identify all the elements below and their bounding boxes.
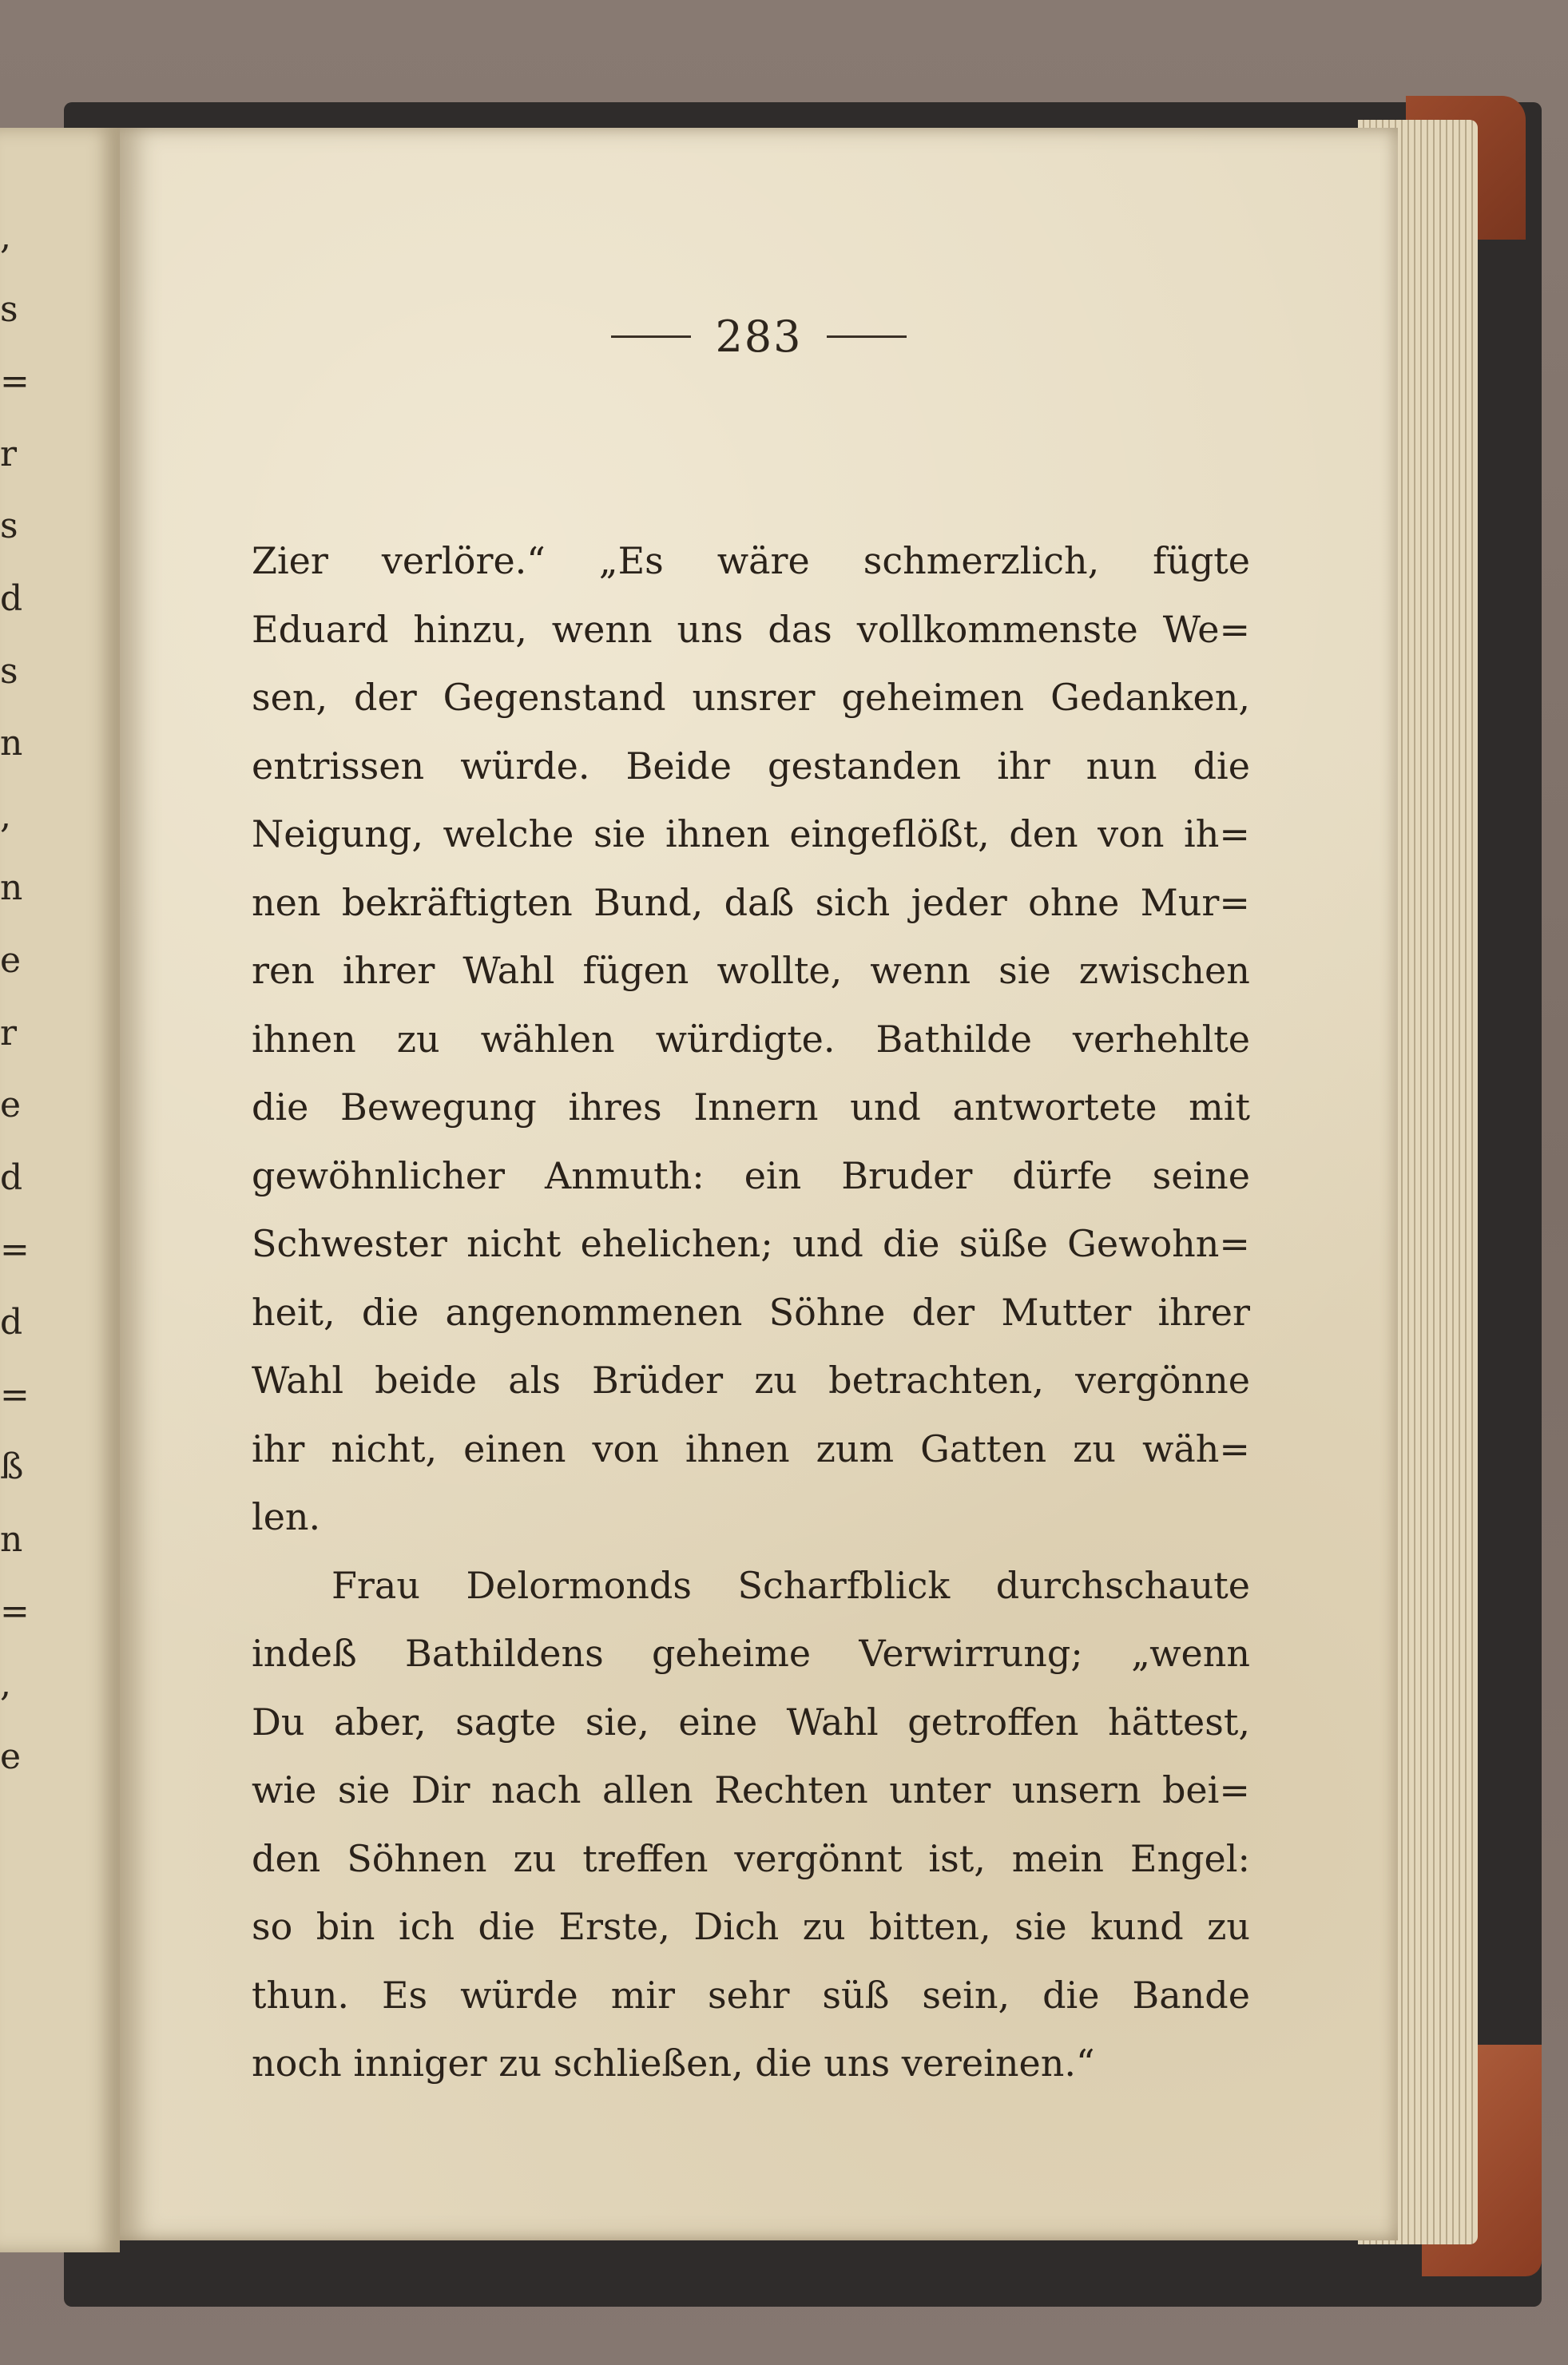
word: welche [443, 812, 574, 855]
word: wäre [717, 539, 810, 582]
word: von [592, 1427, 659, 1470]
word: Dich [693, 1905, 780, 1948]
word: treffen [582, 1836, 709, 1880]
word: wie [252, 1768, 317, 1811]
word: bin [316, 1905, 375, 1948]
word: beide [375, 1359, 478, 1402]
word: verlöre.“ [381, 539, 546, 582]
text-line [252, 1688, 1250, 1757]
word: hinzu, [413, 607, 527, 651]
text-line [252, 1279, 1250, 1347]
word: Du [252, 1700, 305, 1744]
left-page-fragment: s [0, 650, 18, 692]
word: ihr [252, 1427, 305, 1470]
text-line [252, 1893, 1250, 1962]
word: ehelichen; [580, 1222, 773, 1265]
left-page-fragment: ß [0, 1446, 24, 1488]
left-page-fragment: s [0, 506, 18, 547]
word: Eduard [252, 607, 389, 651]
text-line [252, 1415, 1250, 1484]
text-line [252, 664, 1250, 732]
word: den [252, 1836, 321, 1880]
word: unsern [1011, 1768, 1141, 1811]
word: Söhne [768, 1290, 886, 1334]
text-line [252, 1962, 1250, 2030]
text-line-content: len. [252, 1495, 321, 1538]
word: Bruder [841, 1153, 973, 1197]
word: so [252, 1905, 293, 1948]
word: sein, [922, 1973, 1010, 2017]
word: Brüder [592, 1359, 724, 1402]
word: getroffen [907, 1700, 1079, 1744]
word: süße [959, 1222, 1048, 1265]
word: allen [601, 1768, 693, 1811]
word: Bewegung [340, 1085, 537, 1129]
left-page-fragment: e [0, 1085, 22, 1126]
word: einen [463, 1427, 566, 1470]
word: zu [1207, 1905, 1250, 1948]
left-page-text-fragments [0, 128, 120, 2252]
word: ohne [1028, 880, 1120, 924]
text-line [252, 937, 1250, 1006]
word: seine [1152, 1153, 1250, 1197]
left-page-fragment: , [0, 795, 11, 836]
word: Wahl [252, 1359, 344, 1402]
left-page-fragment: e [0, 1736, 22, 1777]
header-rule-left [611, 335, 691, 338]
text-line [252, 1483, 1250, 1552]
word: thun. [252, 1973, 349, 2017]
word: sagte [455, 1700, 557, 1744]
word: durchschaute [995, 1563, 1250, 1607]
word: und [792, 1222, 863, 1265]
word: wenn [870, 949, 971, 992]
word: mit [1189, 1085, 1250, 1129]
word: zu [396, 1017, 440, 1061]
word: uns [677, 607, 744, 651]
word: fügen [582, 949, 689, 992]
word: sie [593, 812, 646, 855]
word: Dir [411, 1768, 470, 1811]
word: ihrer [1157, 1290, 1250, 1334]
word: Schwester [252, 1222, 447, 1265]
word: mir [610, 1973, 676, 2017]
left-page-fragment: n [0, 723, 23, 764]
word: süß [822, 1973, 890, 2017]
word: ist, [928, 1836, 986, 1880]
text-line [252, 1073, 1250, 1142]
word: wäh= [1141, 1427, 1250, 1470]
left-page-fragment: n [0, 867, 23, 909]
word: wählen [480, 1017, 615, 1061]
word: We= [1162, 607, 1250, 651]
word: Bathilde [875, 1017, 1032, 1061]
word: nicht, [331, 1427, 438, 1470]
word: unter [889, 1768, 991, 1811]
word: Wahl [462, 949, 555, 992]
word: sie [337, 1768, 391, 1811]
word: sie [998, 949, 1051, 992]
word: vergönne [1075, 1359, 1250, 1402]
word: wollte, [717, 949, 843, 992]
word: angenommenen [445, 1290, 743, 1334]
word: zum [816, 1427, 895, 1470]
word: Gedanken, [1050, 676, 1250, 719]
word: der [911, 1290, 975, 1334]
word: ein [744, 1153, 802, 1197]
left-page-fragment: = [0, 1374, 30, 1415]
word: Anmuth: [545, 1153, 705, 1197]
word: sen, [252, 676, 328, 719]
left-page-fragment: e [0, 940, 22, 981]
word: sie, [585, 1700, 649, 1744]
word: Söhnen [347, 1836, 487, 1880]
word: ihnen [685, 1427, 790, 1470]
word: Engel: [1129, 1836, 1250, 1880]
text-line-content: noch inniger zu schließen, die uns vereinen.“ [252, 2042, 1095, 2085]
left-page-fragment: d [0, 578, 23, 619]
word: betrachten, [828, 1359, 1045, 1402]
word: Beide [625, 744, 732, 788]
word: indeß [252, 1632, 357, 1675]
word: sie [1014, 1905, 1067, 1948]
body-text [252, 527, 1250, 2098]
text-line [252, 869, 1250, 938]
page-number: 283 [715, 311, 803, 362]
left-page-fragment: d [0, 1157, 23, 1198]
text-line [252, 1825, 1250, 1894]
word: gewöhnlicher [252, 1153, 506, 1197]
word: eingeflößt, [789, 812, 990, 855]
word: Gewohn= [1067, 1222, 1250, 1265]
left-page-fragment: n [0, 1518, 23, 1560]
word: die [361, 1290, 419, 1334]
word: die [1042, 1973, 1100, 2017]
word: vollkommenste [856, 607, 1138, 651]
word: zu [754, 1359, 798, 1402]
text-line [252, 800, 1250, 869]
word: Mur= [1140, 880, 1250, 924]
word: Mutter [1001, 1290, 1132, 1334]
word: Neigung, [252, 812, 423, 855]
text-line [252, 1552, 1250, 1621]
word: als [508, 1359, 561, 1402]
text-line [252, 1006, 1250, 1074]
word: hättest, [1108, 1700, 1250, 1744]
text-line [252, 1142, 1250, 1211]
word: dürfe [1012, 1153, 1113, 1197]
word: würde. [460, 744, 590, 788]
word: „wenn [1131, 1632, 1250, 1675]
word: mein [1011, 1836, 1104, 1880]
word: Gegenstand [443, 676, 666, 719]
word: Frau [331, 1563, 420, 1607]
word: bei= [1161, 1768, 1250, 1811]
text-line [252, 1347, 1250, 1415]
left-page-fragment: , [0, 216, 11, 257]
left-page-fragment: r [0, 1012, 18, 1054]
word: geheimen [841, 676, 1025, 719]
word: nicht [466, 1222, 562, 1265]
word: das [768, 607, 832, 651]
word: Bund, [593, 880, 704, 924]
left-page-fragment: s [0, 288, 18, 330]
word: antwortete [952, 1085, 1157, 1129]
word: zu [1073, 1427, 1116, 1470]
word: bitten, [869, 1905, 991, 1948]
word: schmerzlich, [863, 539, 1100, 582]
left-page-fragment: = [0, 1591, 30, 1633]
word: Innern [693, 1085, 819, 1129]
word: unsrer [692, 676, 816, 719]
page-header [120, 311, 1398, 362]
word: Gatten [920, 1427, 1047, 1470]
left-page-fragment: , [0, 1664, 11, 1704]
left-page-fragment: = [0, 1229, 30, 1271]
word: gestanden [768, 744, 962, 788]
text-line [252, 596, 1250, 665]
word: nun [1086, 744, 1157, 788]
word: heit, [252, 1290, 335, 1334]
word: geheime [651, 1632, 812, 1675]
word: die [478, 1905, 535, 1948]
word: Rechten [714, 1768, 868, 1811]
text-line [252, 732, 1250, 801]
word: Wahl [786, 1700, 879, 1744]
word: nach [491, 1768, 582, 1811]
word: zu [513, 1836, 557, 1880]
word: der [354, 676, 417, 719]
text-line [252, 1210, 1250, 1279]
word: fügte [1153, 539, 1250, 582]
word: jeder [911, 880, 1007, 924]
word: würdigte. [655, 1017, 836, 1061]
word: Bathildens [405, 1632, 604, 1675]
word: ihres [568, 1085, 662, 1129]
word: Es [381, 1973, 428, 2017]
word: und [850, 1085, 921, 1129]
word: Scharfblick [737, 1563, 951, 1607]
text-line [252, 1620, 1250, 1688]
word: zwischen [1078, 949, 1250, 992]
word: vergönnt [734, 1836, 903, 1880]
word: sehr [708, 1973, 790, 2017]
header-rule-right [827, 335, 907, 338]
word: wenn [551, 607, 653, 651]
word: bekräftigten [341, 880, 573, 924]
word: ren [252, 949, 315, 992]
word: würde [460, 1973, 578, 2017]
word: nen [252, 880, 321, 924]
word: kund [1090, 1905, 1184, 1948]
text-line [252, 1756, 1250, 1825]
word: Bande [1132, 1973, 1250, 2017]
word: ihnen [252, 1017, 356, 1061]
word: von [1098, 812, 1165, 855]
word: die [252, 1085, 309, 1129]
word: sich [815, 880, 891, 924]
word: eine [678, 1700, 758, 1744]
word: verhehlte [1072, 1017, 1250, 1061]
left-page-edge [0, 128, 120, 2252]
word: aber, [333, 1700, 427, 1744]
word: ich [398, 1905, 455, 1948]
word: Erste, [558, 1905, 670, 1948]
word: die [883, 1222, 940, 1265]
left-page-fragment: r [0, 433, 18, 474]
word: „Es [598, 539, 664, 582]
word: die [1193, 744, 1250, 788]
word: entrissen [252, 744, 425, 788]
word: ihr [997, 744, 1050, 788]
word: den [1009, 812, 1078, 855]
word: Zier [252, 539, 328, 582]
word: ihnen [665, 812, 770, 855]
left-page-fragment: = [0, 361, 30, 403]
left-page-fragment: d [0, 1302, 23, 1343]
right-page [120, 128, 1398, 2240]
word: ihrer [342, 949, 435, 992]
text-line [252, 527, 1250, 596]
word: Verwirrung; [859, 1632, 1083, 1675]
word: Delormonds [466, 1563, 692, 1607]
word: zu [802, 1905, 846, 1948]
word: ih= [1184, 812, 1250, 855]
text-line [252, 2030, 1250, 2098]
word: daß [724, 880, 795, 924]
